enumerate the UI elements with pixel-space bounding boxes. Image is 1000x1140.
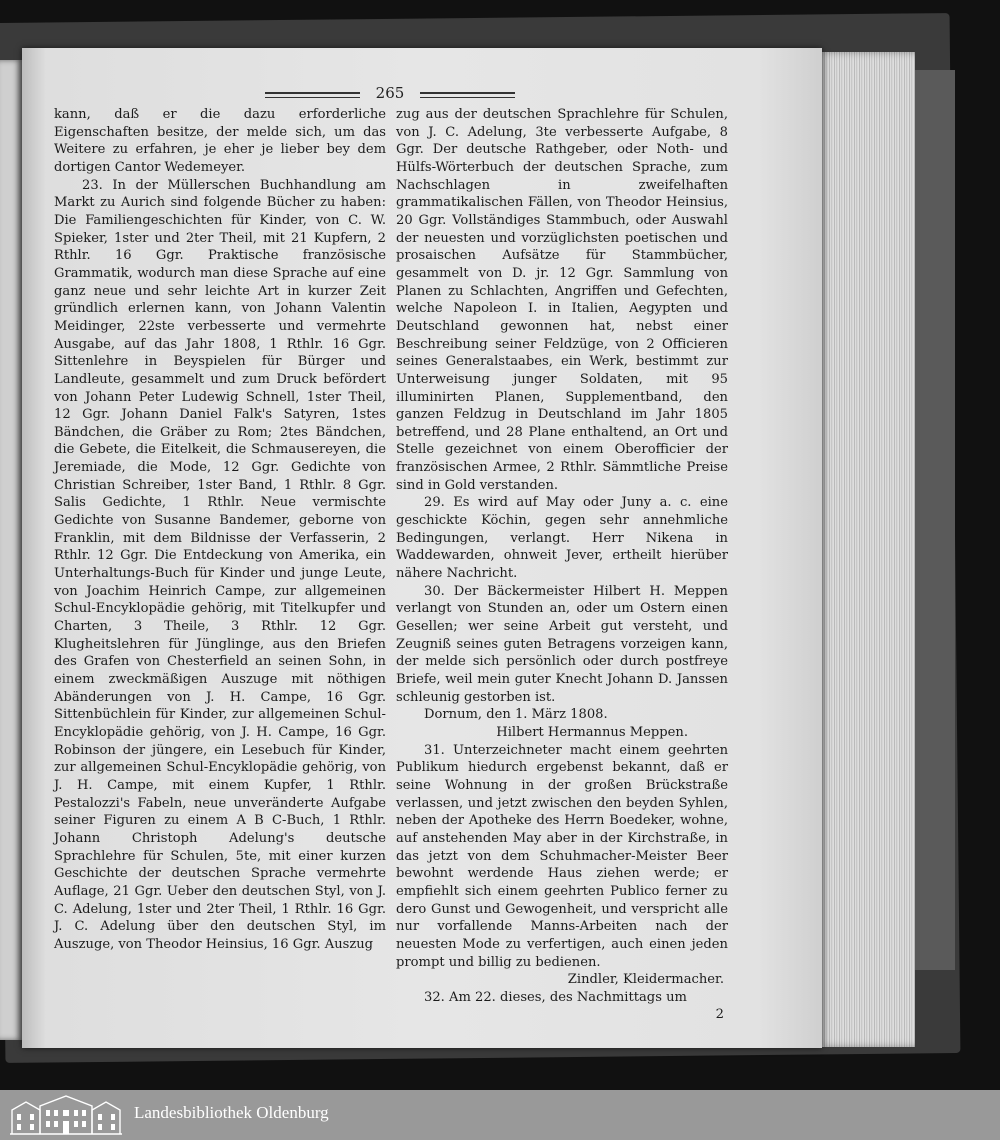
- right-column-paragraph: 2: [715, 1007, 724, 1023]
- right-column: [396, 106, 728, 1024]
- library-building-icon: [8, 1094, 124, 1136]
- page-number: 265: [375, 84, 405, 102]
- left-column-paragraph: 23. In der Müllerschen Buchhandlung am Markt zu Aurich sind folgende Bücher zu haben: Die Familiengeschichten für Kinder, von C. W. Spieker, 1ster und 2ter Theil, mit 21 Kupfern, 2 Rthlr. 16 Ggr. Praktische französische Grammatik, wodurch man diese Sprache auf eine ganz neue und sehr leichte Art in kurzer Zeit gründlich erlernen kann, von Johann Valentin Meidinger, 22ste verbesserte und vermehrte Ausgabe, auf das Jahr 1808, 1 Rthlr. 16 Ggr. Sittenlehre in Beyspielen für Bürger und Landleute, gesammelt und zum Druck befördert von Johann Peter Ludewig Schnell, 1ster Theil, 12 Ggr. Johann Daniel Falk's Satyren, 1stes Bändchen, die Gräber zu Rom; 2tes Bändchen, die Gebete, die Eitelkeit, die Schmausereyen, die Jeremiade, die Mode, 12 Ggr. Gedichte von Christian Schreiber, 1ster Band, 1 Rthlr. 8 Ggr. Salis Gedichte, 1 Rthlr. Neue vermischte Gedichte von Susanne Bandemer, geborne von Franklin, mit dem Bildnisse der Verfasserin, 2 Rthlr. 12 Ggr. Die Entdeckung von Amerika, ein Unterhaltungs-Buch für Kinder und junge Leute, von Joachim Heinrich Campe, zur allgemeinen Schul-Encyklopädie gehörig, mit Titelkupfer und Charten, 3 Theile, 3 Rthlr. 12 Ggr. Klugheitslehren für Jünglinge, aus den Briefen des Grafen von Chesterfield an seinen Sohn, in einem zweckmäßigen Auszuge mit nöthigen Abänderungen von J. H. Campe, 16 Ggr. Sittenbüchlein für Kinder, zur allgemeinen Schul-Encyklopädie gehörig, von J. H. Campe, 16 Ggr. Robinson der jüngere, ein Lesebuch für Kinder, zur allgemeinen Schul-Encyklopädie gehörig, von J. H. Campe, mit einem Kupfer, 1 Rthlr. Pestalozzi's Fabeln, neue unveränderte Aufgabe seiner Figuren zu einem A B C-Buch, 1 Rthlr. Johann Christoph Adelung's deutsche Sprachlehre für Schulen, 5te, mit einer kurzen Geschichte der deutschen Sprache vermehrte Auflage, 21 Ggr. Ueber den deutschen Styl, von J. C. Adelung, 1ster und 2ter Theil, 1 Rthlr. 16 Ggr. J. C. Adelung über den deutschen Styl, im Auszuge, von Theodor Heinsius, 16 Ggr. Auszug: [54, 177, 386, 952]
- right-column-paragraph: Dornum, den 1. März 1808.: [424, 707, 608, 723]
- left-column: [54, 106, 386, 954]
- header-rule-left: [265, 92, 360, 98]
- left-page-edge: [0, 60, 22, 1040]
- right-column-paragraph: Hilbert Hermannus Meppen.: [496, 724, 688, 740]
- footer-bar: [0, 1090, 1000, 1140]
- header-rule-right: [420, 92, 515, 98]
- library-name: Landesbibliothek Oldenburg: [134, 1103, 329, 1122]
- right-column-paragraph: 32. Am 22. dieses, des Nachmittags um: [424, 989, 687, 1005]
- right-column-paragraph: 31. Unterzeichneter macht einem geehrten Publikum hiedurch ergebenst bekannt, daß er seine Wohnung in der großen Brückstraße verlassen, und jetzt zwischen den beyden Syhlen, neben der Apotheke des Herrn Boedeker, wohne, auf anstehenden May aber in der Kirchstraße, in das jetzt von dem Schuhmacher-Meister Beer bewohnt werdende Haus ziehen werde; er empfiehlt sich einem geehrten Publico ferner zu dero Gunst und Gewogenheit, und verspricht alle nur vorfallende Manns-Arbeiten nach der neuesten Mode zu verfertigen, auch einen jeden prompt und billig zu bedienen.: [396, 742, 728, 970]
- right-column-paragraph: 30. Der Bäckermeister Hilbert H. Meppen verlangt von Stunden an, oder um Ostern einen Gesellen; wer seine Arbeit gut versteht, und Zeugniß seines guten Betragens vorzeigen kann, der melde sich persönlich oder durch postfreye Briefe, weil mein guter Knecht Johann D. Janssen schleunig gestorben ist.: [396, 583, 728, 705]
- right-column-paragraph: Zindler, Kleidermacher.: [567, 972, 724, 988]
- right-column-paragraph: zug aus der deutschen Sprachlehre für Schulen, von J. C. Adelung, 3te verbesserte Aufgabe, 8 Ggr. Der deutsche Rathgeber, oder Noth- und Hülfs-Wörterbuch der deutschen Sprache, zum Nachschlagen in zweifelhaften grammatikalischen Fällen, von Theodor Heinsius, 20 Ggr. Vollständiges Stammbuch, oder Auswahl der neuesten und vorzüglichsten poetischen und prosaischen Aufsätze für Stammbücher, gesammelt von D. jr. 12 Ggr. Sammlung von Planen zu Schlachten, Angriffen und Gefechten, welche Napoleon I. in Italien, Aegypten und Deutschland gewonnen hat, nebst einer Beschreibung seiner Feldzüge, von 2 Officieren seines Generalstaabes, ein Werk, bestimmt zur Unterweisung junger Soldaten, mit 95 illuminirten Planen, Supplementband, den ganzen Feldzug in Deutschland im Jahr 1805 betreffend, und 28 Plane enthaltend, an Ort und Stelle gezeichnet von einem Oberofficier der französischen Armee, 2 Rthlr. Sämmtliche Preise sind in Gold verstanden.: [396, 107, 728, 493]
- page-header: [265, 84, 515, 104]
- page-edges: [815, 52, 915, 1047]
- right-column-paragraph: 29. Es wird auf May oder Juny a. c. eine geschickte Köchin, gegen sehr annehmliche Bedingungen, verlangt. Herr Nikena in Waddewarden, ohnweit Jever, ertheilt hierüber nähere Nachricht.: [396, 495, 728, 582]
- left-column-paragraph: kann, daß er die dazu erforderliche Eigenschaften besitze, der melde sich, um das Weitere zu erfahren, je eher je lieber bey dem dortigen Cantor Wedemeyer.: [54, 107, 386, 175]
